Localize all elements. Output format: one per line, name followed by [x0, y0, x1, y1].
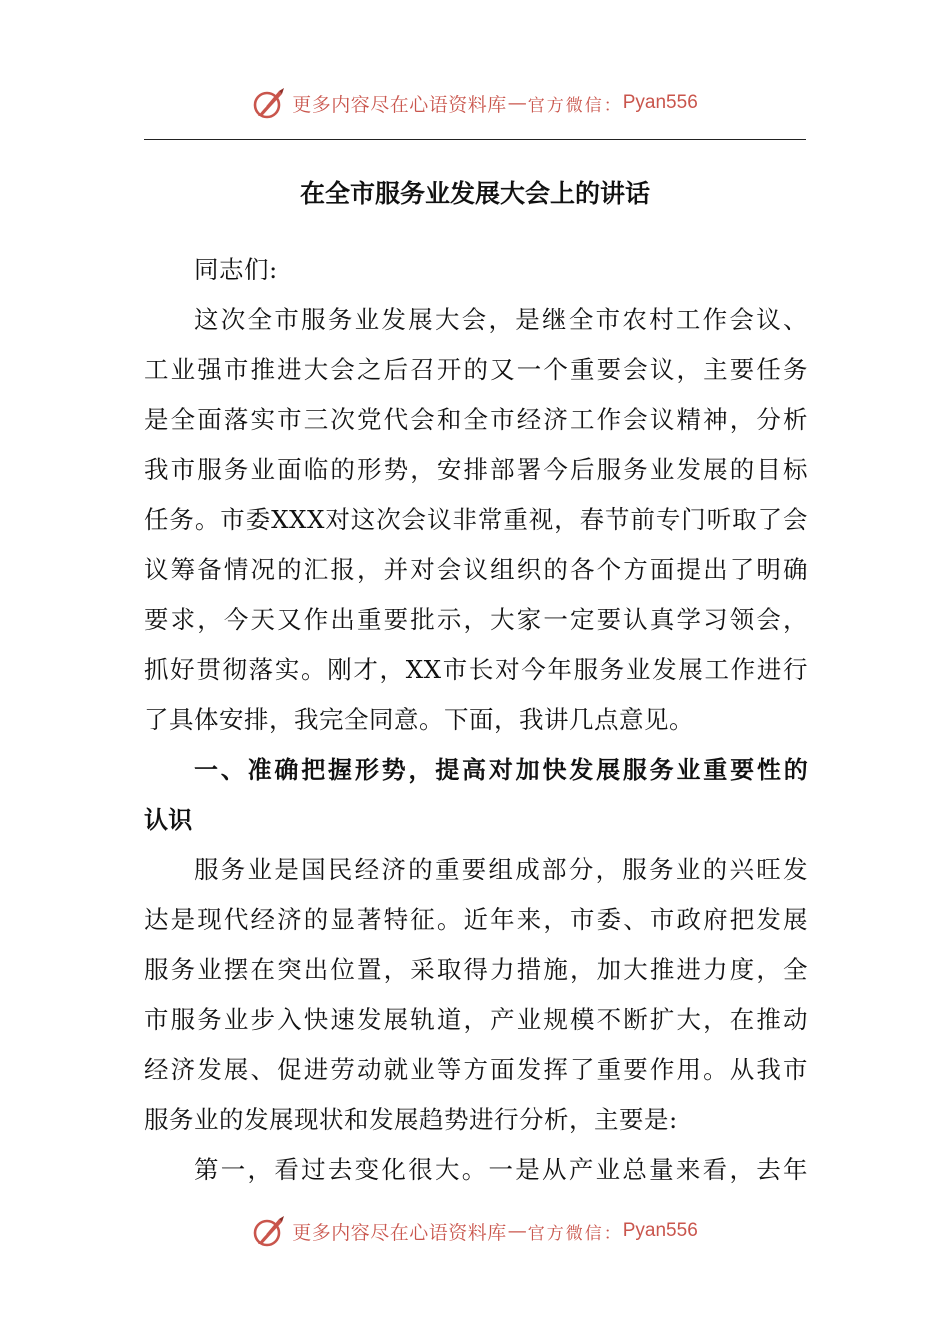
paragraph-line: 我市服务业面临的形势，安排部署今后服务业发展的目标 — [144, 455, 808, 484]
paragraph-line: 经济发展、促进劳动就业等方面发挥了重要作用。从我市 — [144, 1055, 808, 1084]
paragraph-line: 达是现代经济的显著特征。近年来，市委、市政府把发展 — [144, 905, 808, 934]
paragraph-line: 服务业摆在突出位置，采取得力措施，加大推进力度，全 — [144, 955, 808, 984]
header-rule — [144, 139, 806, 140]
paragraph-line: 这次全市服务业发展大会，是继全市农村工作会议、 — [194, 305, 808, 334]
page-title: 在全市服务业发展大会上的讲话 — [299, 179, 650, 208]
quill-pen-icon — [252, 86, 286, 120]
banner-wechat-label: 官方微信： — [527, 1223, 623, 1244]
quill-pen-icon — [252, 1214, 286, 1248]
banner-wechat-id: Pyan556 — [622, 92, 698, 113]
paragraph-line: 任务。市委XXX对这次会议非常重视，春节前专门听取了会 — [144, 505, 808, 534]
section-heading-line: 认识 — [144, 806, 193, 834]
paragraph-line: 第一，看过去变化很大。一是从产业总量来看，去年 — [194, 1155, 808, 1184]
banner-wechat-id: Pyan556 — [622, 1220, 698, 1241]
footer-banner — [0, 1206, 950, 1256]
banner-dash: — — [507, 92, 527, 114]
document-body — [144, 245, 808, 1195]
paragraph-line: 抓好贯彻落实。刚才，XX市长对今年服务业发展工作进行 — [144, 655, 808, 684]
banner-dash: — — [507, 1220, 527, 1242]
paragraph-line: 是全面落实市三次党代会和全市经济工作会议精神，分析 — [144, 405, 808, 434]
section-heading-line: 一、准确把握形势，提高对加快发展服务业重要性的 — [194, 756, 808, 784]
banner-text: 更多内容尽在心语资料库 — [292, 1221, 507, 1244]
paragraph-line: 要求，今天又作出重要批示，大家一定要认真学习领会， — [144, 605, 808, 634]
paragraph-line: 服务业的发展现状和发展趋势进行分析，主要是: — [144, 1105, 678, 1134]
paragraph-line: 工业强市推进大会之后召开的又一个重要会议，主要任务 — [144, 355, 808, 384]
paragraph-line: 议筹备情况的汇报，并对会议组织的各个方面提出了明确 — [144, 555, 808, 584]
salutation-line: 同志们: — [194, 255, 278, 284]
paragraph-line: 了具体安排，我完全同意。下面，我讲几点意见。 — [144, 705, 694, 734]
paragraph-line: 市服务业步入快速发展轨道，产业规模不断扩大，在推动 — [144, 1005, 808, 1034]
banner-text: 更多内容尽在心语资料库 — [292, 93, 507, 116]
paragraph-line: 服务业是国民经济的重要组成部分，服务业的兴旺发 — [194, 855, 808, 884]
banner-wechat-label: 官方微信： — [527, 95, 623, 116]
header-banner — [0, 78, 950, 128]
